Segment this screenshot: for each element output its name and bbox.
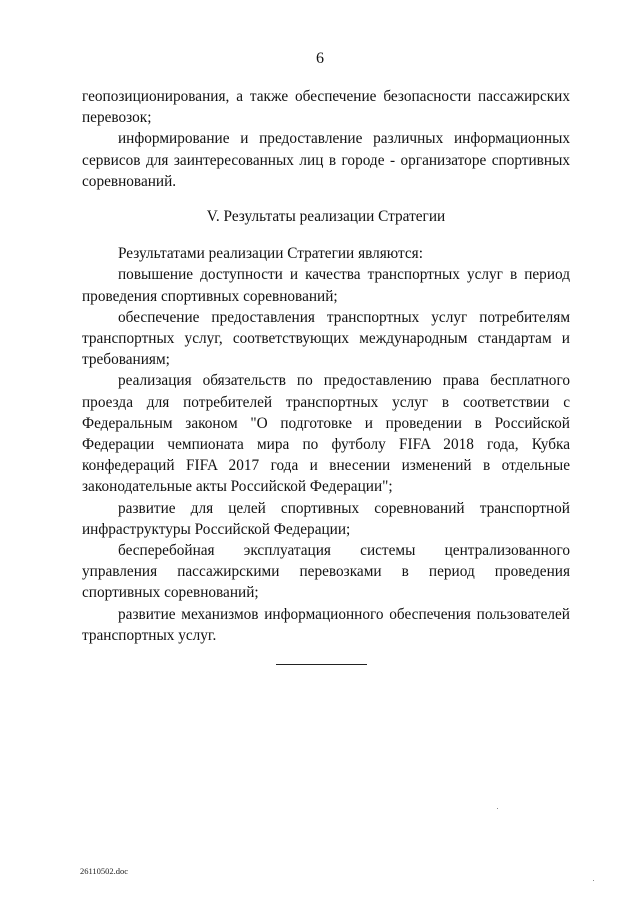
scan-speck <box>497 808 498 809</box>
continuation-paragraph: информирование и предоставление различных информационных сервисов для заинтересованных лиц в городе - организаторе спортивных соревнований. <box>82 130 570 190</box>
result-item: бесперебойная эксплуатация системы централизованного управления пассажирскими перевозками в период проведения спортивных соревнований; <box>82 542 570 602</box>
result-item: обеспечение предоставления транспортных услуг потребителям транспортных услуг, соответствующих международным стандартам и требованиям; <box>82 308 570 369</box>
scan-speck <box>593 880 594 881</box>
result-item: развитие механизмов информационного обеспечения пользователей транспортных услуг. <box>82 605 570 644</box>
document-body <box>82 86 570 646</box>
end-separator-line <box>276 664 367 665</box>
page-number: 6 <box>316 50 324 67</box>
result-item: развитие для целей спортивных соревнований транспортной инфраструктуры Российской Федерации; <box>82 499 570 538</box>
result-item: реализация обязательств по предоставлению права бесплатного проезда для потребителей транспортных услуг в соответствии с Федеральным законом "О подготовке и проведении в Российской Федерации чемпионата мира по футболу FIFA 2018 года, Кубка конфедераций FIFA 2017 года и внесении изменений в отдельные законодательные акты Российской Федерации"; <box>82 372 570 496</box>
footer-filename: 26110502.doc <box>80 866 129 876</box>
continuation-paragraph: геопозиционирования, а также обеспечение безопасности пассажирских перевозок; <box>82 88 570 127</box>
section-heading: V. Результаты реализации Стратегии <box>206 208 446 226</box>
section-intro: Результатами реализации Стратегии являются: <box>118 245 423 263</box>
result-item: повышение доступности и качества транспортных услуг в период проведения спортивных соревнований; <box>82 266 570 305</box>
